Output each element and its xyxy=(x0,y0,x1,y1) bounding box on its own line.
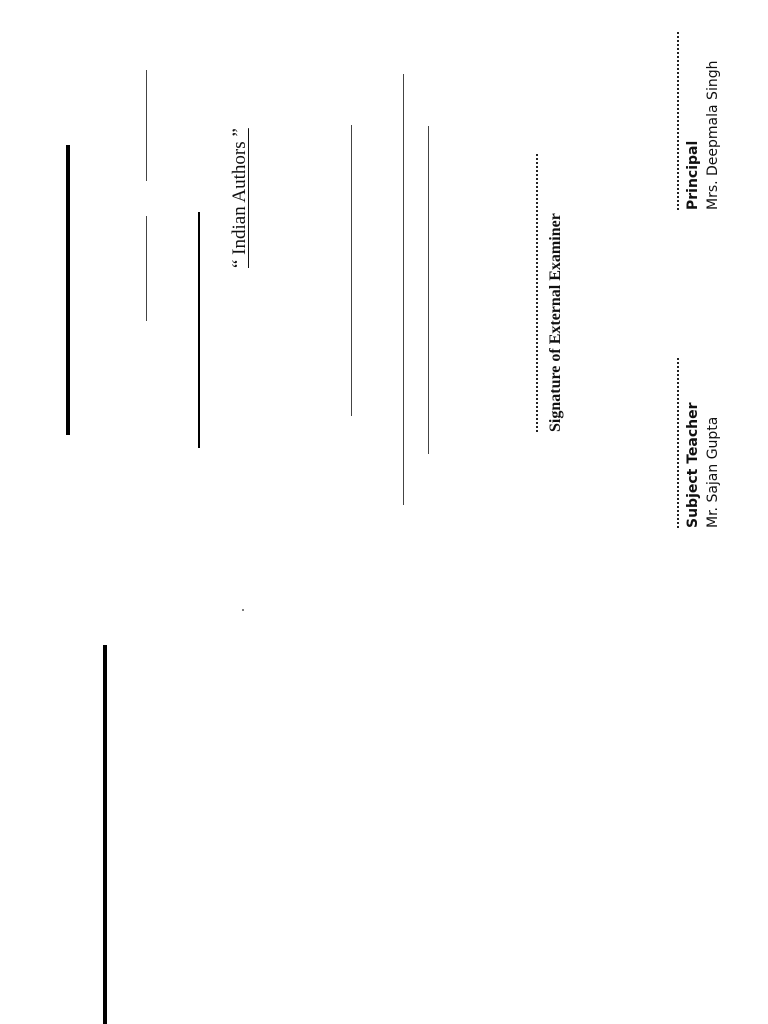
vertical-rule xyxy=(146,70,147,181)
examiner-signature-block xyxy=(536,152,566,432)
subject-teacher-block xyxy=(677,358,723,528)
project-title: “ Indian Authors ” xyxy=(229,128,250,268)
vertical-rule xyxy=(428,126,429,454)
vertical-rule xyxy=(66,145,70,435)
vertical-rule xyxy=(146,216,147,321)
vertical-rule xyxy=(351,125,352,416)
principal-block xyxy=(677,32,723,210)
vertical-rule xyxy=(403,74,404,505)
signature-dotted-line xyxy=(536,154,538,432)
subject-teacher-name: Mr. Sajan Gupta xyxy=(705,416,721,528)
signature-dotted-line xyxy=(677,358,679,528)
vertical-rule xyxy=(198,212,200,448)
principal-name: Mrs. Deepmala Singh xyxy=(705,60,721,210)
subject-teacher-role: Subject Teacher xyxy=(685,402,701,528)
principal-role: Principal xyxy=(685,140,701,210)
vertical-rule xyxy=(103,645,107,1024)
speck-mark xyxy=(242,609,244,611)
examiner-signature-label: Signature of External Examiner xyxy=(547,213,564,432)
signature-dotted-line xyxy=(677,32,679,210)
